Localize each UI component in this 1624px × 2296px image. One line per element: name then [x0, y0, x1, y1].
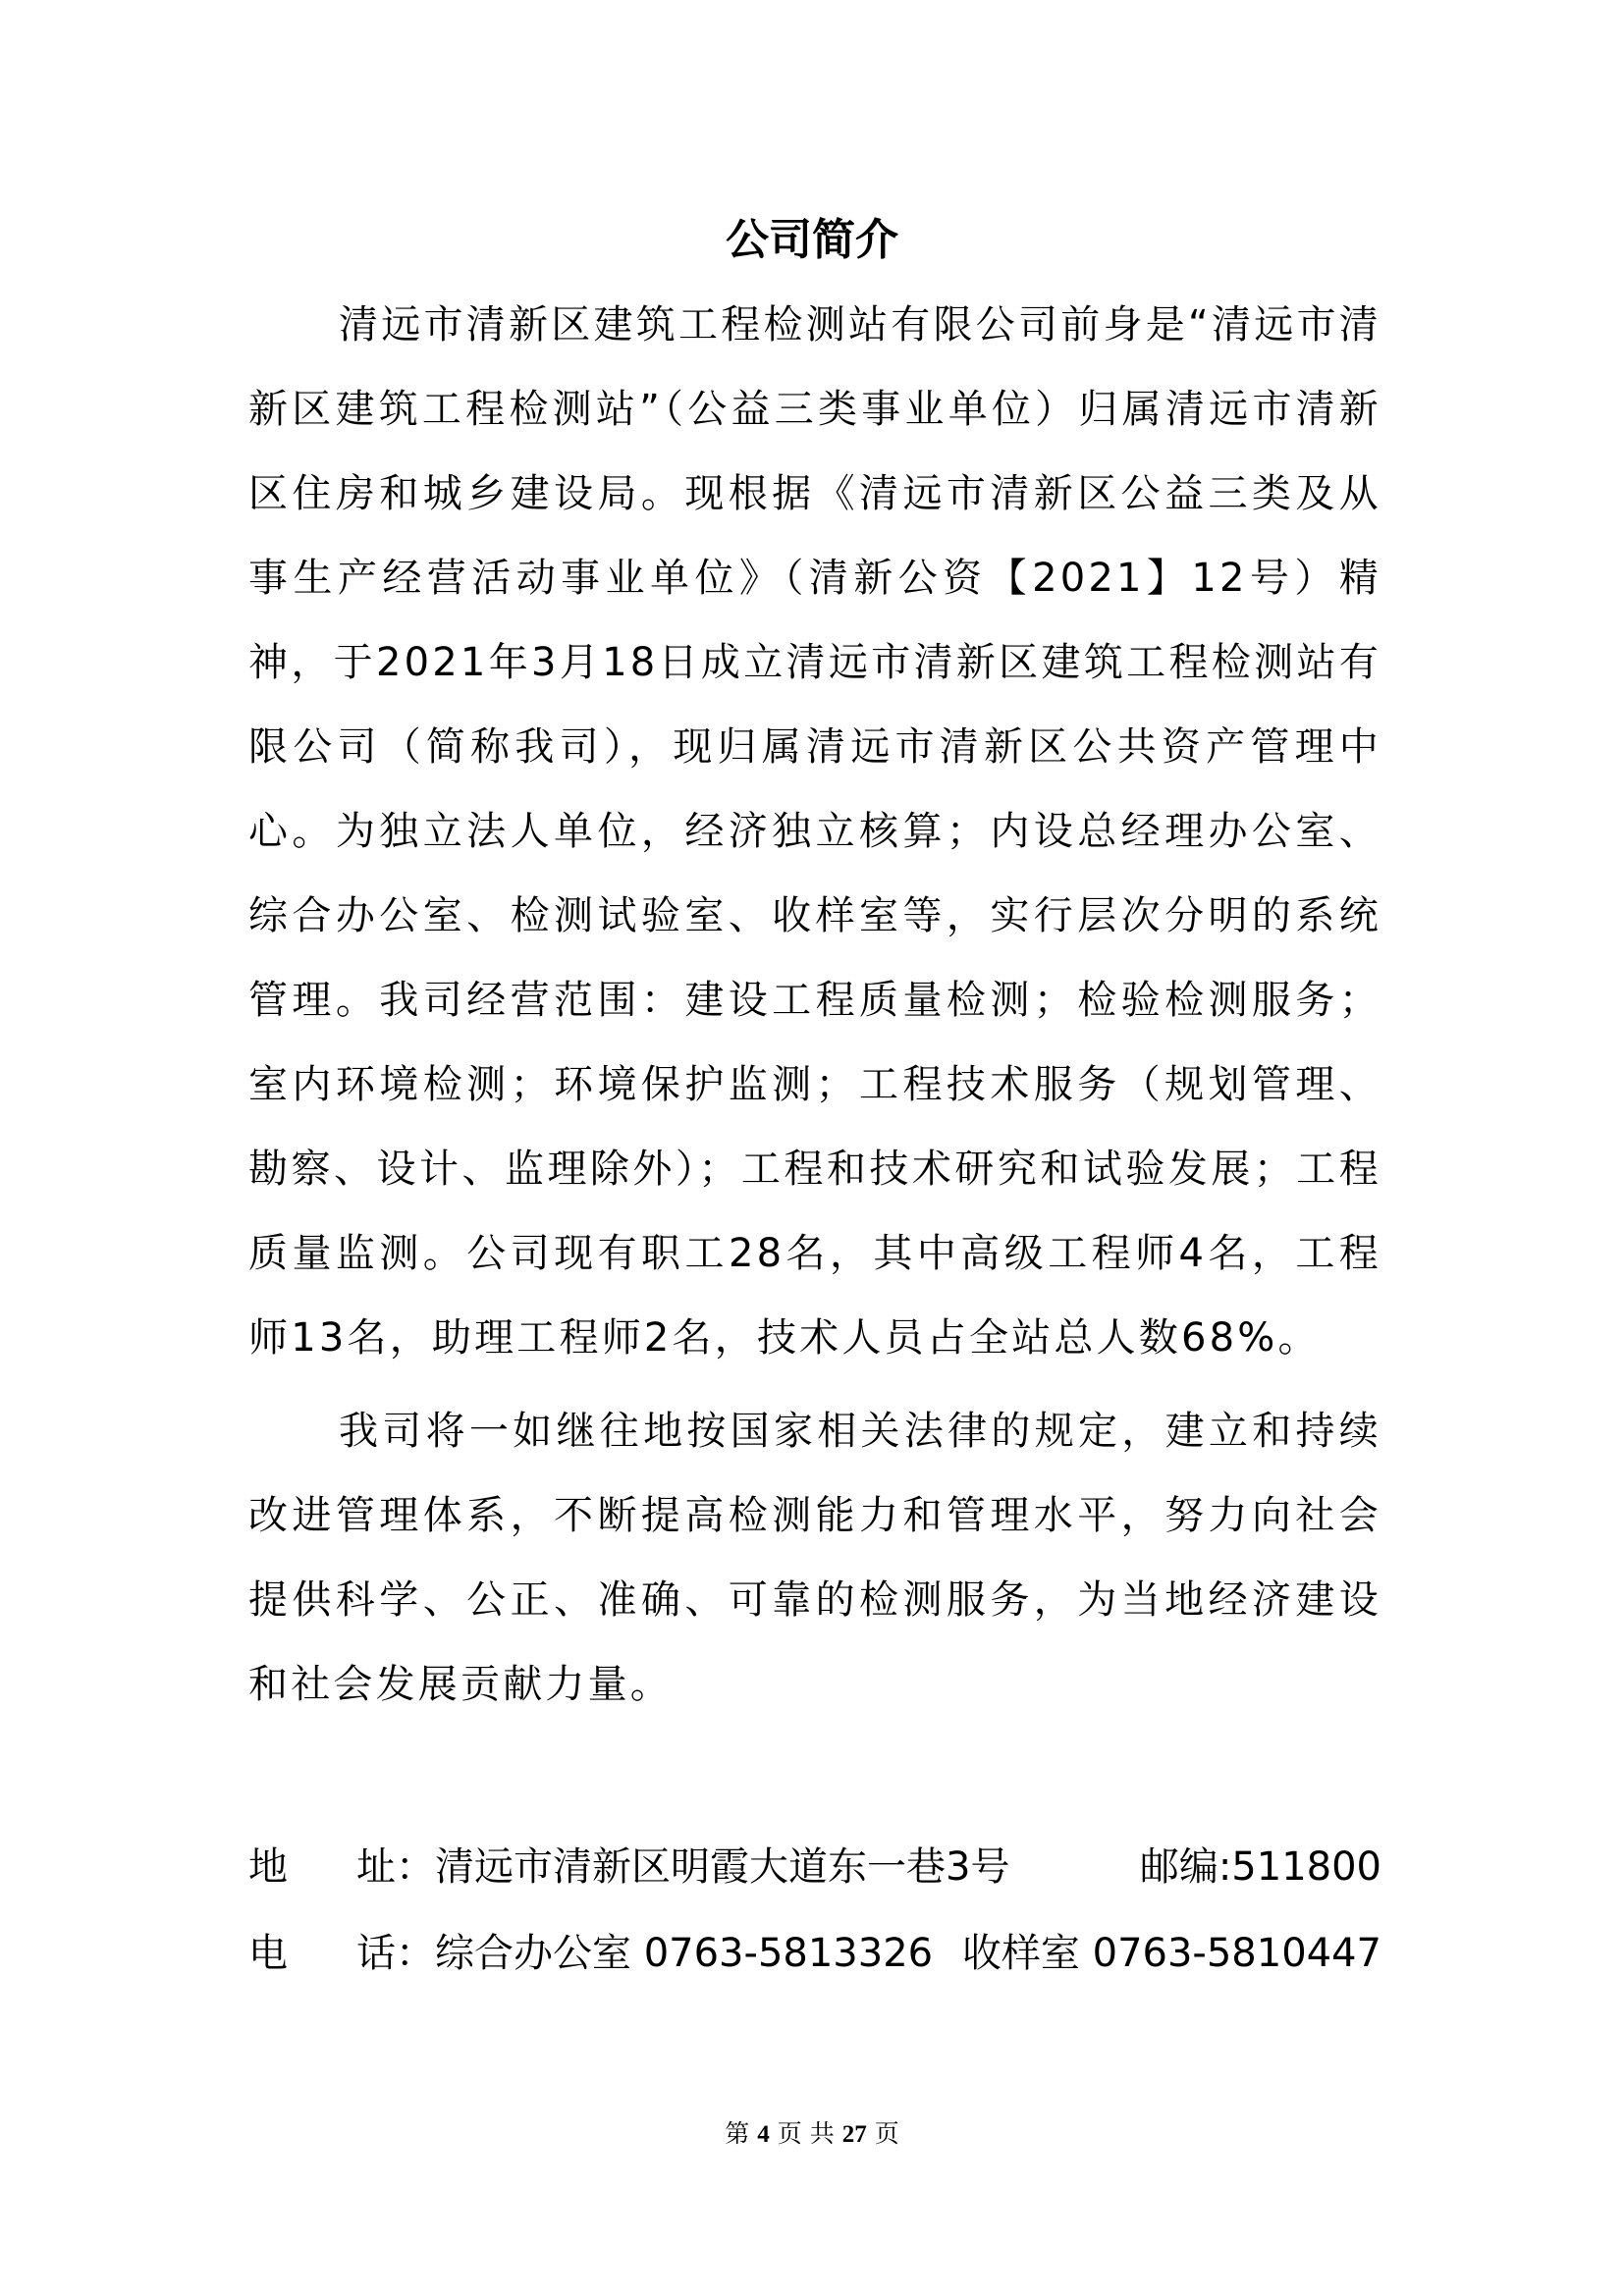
- page-footer: [0, 2114, 1624, 2155]
- current-page-number: 4: [757, 2121, 770, 2148]
- postcode: 邮编:511800: [1139, 1844, 1381, 1890]
- phone-office: 综合办公室 0763-5813326: [435, 1931, 934, 1976]
- paragraph-text: 我司将一如继往地按国家相关法律的规定，建立和持续改进管理体系，不断提高检测能力和管理水平，努力向社会提供科学、公正、准确、可靠的检测服务，为当地经济建设和社会发展贡献力量。: [248, 1409, 1381, 1707]
- commitment-paragraph: [248, 1389, 1381, 1727]
- footer-middle: 页 共: [777, 2119, 835, 2148]
- footer-prefix: 第: [725, 2119, 750, 2148]
- footer-suffix: 页: [874, 2119, 899, 2148]
- phone-label: 电 话：: [248, 1931, 435, 1976]
- phone-sample-room: 收样室 0763-5810447: [961, 1931, 1381, 1976]
- total-page-number: 27: [841, 2121, 867, 2148]
- paragraph-text: 清远市清新区建筑工程检测站有限公司前身是“清远市清新区建筑工程检测站”（公益三类事业单位）归属清远市清新区住房和城乡建设局。现根据《清远市清新区公益三类及从事生产经营活动事业单位》（清新公资【2021】12号）精神，于2021年3月18日成立清远市清新区建筑工程检测站有限公司（简称我司），现归属清远市清新区公共资产管理中心。为独立法人单位，经济独立核算；内设总经理办公室、综合办公室、检测试验室、收样室等，实行层次分明的系统管理。我司经营范围：建设工程质量检测；检验检测服务；室内环境检测；环境保护监测；工程技术服务（规划管理、勘察、设计、监理除外）；工程和技术研究和试验发展；工程质量监测。公司现有职工28名，其中高级工程师4名，工程师13名，助理工程师2名，技术人员占全站总人数68%。: [248, 302, 1381, 1361]
- intro-paragraph: [248, 283, 1381, 1380]
- page-title: 公司简介: [726, 215, 898, 265]
- address-label: 地 址：: [248, 1844, 435, 1890]
- contact-address-line: [248, 1828, 1381, 1906]
- address-value: 清远市清新区明霞大道东一巷3号: [435, 1844, 1010, 1890]
- contact-phone-line: [248, 1914, 1381, 1993]
